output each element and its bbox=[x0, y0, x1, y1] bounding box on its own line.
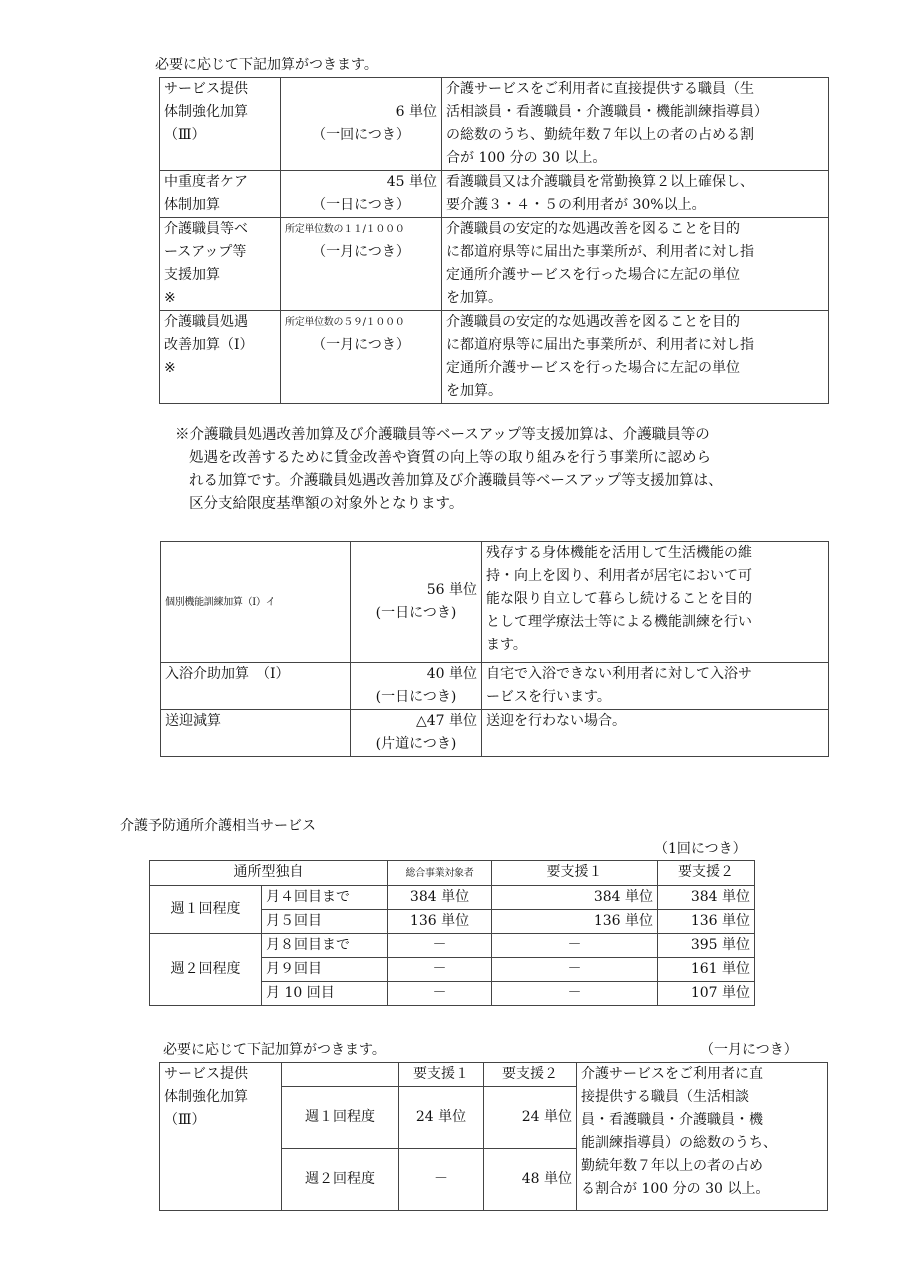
table-row bbox=[161, 710, 829, 757]
table-header-row bbox=[160, 1063, 828, 1087]
addition-description: 自宅で入浴できない利用者に対して入浴サ ービスを行います。 bbox=[482, 663, 829, 710]
header-cell: 要支援１ bbox=[492, 861, 658, 886]
header-cell: 要支援２ bbox=[484, 1063, 577, 1087]
addition-note: ※介護職員処遇改善加算及び介護職員等ベースアップ等支援加算は、介護職員等の 処遇を改善するために賃金改善や資質の向上等の取り組みを行う事業所に認めら れる加算です。介護職員処遇改善加算及び介護職員等ベースアップ等支援加算は、 区分支給限度基準額の対象外となります。 bbox=[175, 427, 723, 512]
section4-intro: 必要に応じて下記加算がつきます。 bbox=[163, 1042, 386, 1058]
addition-description: 看護職員又は介護職員を常勤換算２以上確保し、 要介護３・４・５の利用者が 30%以上。 bbox=[442, 171, 829, 218]
addition-table-4 bbox=[159, 1062, 828, 1211]
addition-unit: 6 単位 （一回につき） bbox=[281, 78, 442, 171]
table-row: 週１回程度 月４回目まで 384 単位 384 単位 384 単位 bbox=[150, 886, 755, 910]
table-row bbox=[160, 218, 829, 311]
addition-name: サービス提供 体制強化加算 （Ⅲ） bbox=[160, 78, 281, 171]
addition-unit: 56 単位 (一日につき) bbox=[351, 542, 482, 663]
table-row: 月 10 回目 － － 107 単位 bbox=[150, 982, 755, 1006]
section3-title: 介護予防通所介護相当サービス bbox=[120, 818, 316, 834]
header-cell: 要支援１ bbox=[399, 1063, 484, 1087]
addition-description: 送迎を行わない場合。 bbox=[482, 710, 829, 757]
addition-unit: 所定単位数の１１/１０００ （一月につき） bbox=[281, 218, 442, 311]
service-fee-table bbox=[149, 860, 755, 1006]
addition-description: 介護職員の安定的な処遇改善を図ることを目的 に都道府県等に届出た事業所が、利用者に対し指 定通所介護サービスを行った場合に左記の単位 を加算。 bbox=[442, 311, 829, 404]
header-cell: 通所型独自 bbox=[150, 861, 388, 886]
table-row: 週２回程度 月８回目まで － － 395 単位 bbox=[150, 934, 755, 958]
addition-description: 介護職員の安定的な処遇改善を図ることを目的 に都道府県等に届出た事業所が、利用者に対し指 定通所介護サービスを行った場合に左記の単位 を加算。 bbox=[442, 218, 829, 311]
table-row: 月９回目 － － 161 単位 bbox=[150, 958, 755, 982]
header-cell: 総合事業対象者 bbox=[388, 861, 492, 886]
addition-description: 残存する身体機能を活用して生活機能の維 持・向上を図り、利用者が居宅において可 能な限り自立して暮らし続けることを目的 として理学療法士等による機能訓練を行い ます。 bbox=[482, 542, 829, 663]
addition-name: サービス提供 体制強化加算 （Ⅲ） bbox=[160, 1063, 282, 1211]
table-row bbox=[161, 663, 829, 710]
table-row: 週１回程度 24 単位 24 単位 bbox=[160, 1087, 828, 1149]
section4-per-note: （一月につき） bbox=[700, 1042, 798, 1058]
frequency-group: 週１回程度 bbox=[150, 886, 262, 934]
addition-name: 個別機能訓練加算（Ⅰ）イ bbox=[161, 542, 351, 663]
addition-name: 介護職員処遇 改善加算（Ⅰ） ※ bbox=[160, 311, 281, 404]
section1-intro: 必要に応じて下記加算がつきます。 bbox=[155, 57, 378, 73]
addition-unit: 45 単位 （一日につき） bbox=[281, 171, 442, 218]
addition-table-2 bbox=[160, 541, 829, 757]
addition-description: 介護サービスをご利用者に直 接提供する職員（生活相談 員・看護職員・介護職員・機 能訓練指導員）の総数のうち、 勤続年数７年以上の者の占め る割合が 100 分の 30 以上。 bbox=[577, 1063, 828, 1211]
table-row bbox=[160, 311, 829, 404]
addition-name: 介護職員等ベ ースアップ等 支援加算 ※ bbox=[160, 218, 281, 311]
frequency-group: 週２回程度 bbox=[150, 934, 262, 1006]
addition-unit: 所定単位数の５９/１０００ （一月につき） bbox=[281, 311, 442, 404]
addition-description: 介護サービスをご利用者に直接提供する職員（生 活相談員・看護職員・介護職員・機能訓練指導員） の総数のうち、勤続年数７年以上の者の占める割 合が 100 分の 30 以上。 bbox=[442, 78, 829, 171]
table-row bbox=[160, 78, 829, 171]
addition-name: 送迎減算 bbox=[161, 710, 351, 757]
table-row bbox=[160, 171, 829, 218]
addition-unit: 40 単位 (一日につき) bbox=[351, 663, 482, 710]
table-row: 月５回目 136 単位 136 単位 136 単位 bbox=[150, 910, 755, 934]
addition-unit: △47 単位 (片道につき) bbox=[351, 710, 482, 757]
table-row bbox=[161, 542, 829, 663]
header-cell: 要支援２ bbox=[658, 861, 755, 886]
table-row: 週２回程度 － 48 単位 bbox=[160, 1149, 828, 1211]
section3-per-note: （1回につき） bbox=[654, 841, 747, 857]
table-header-row bbox=[150, 861, 755, 886]
addition-name: 中重度者ケア 体制加算 bbox=[160, 171, 281, 218]
addition-name: 入浴介助加算 （Ⅰ） bbox=[161, 663, 351, 710]
addition-table-1 bbox=[159, 77, 829, 404]
